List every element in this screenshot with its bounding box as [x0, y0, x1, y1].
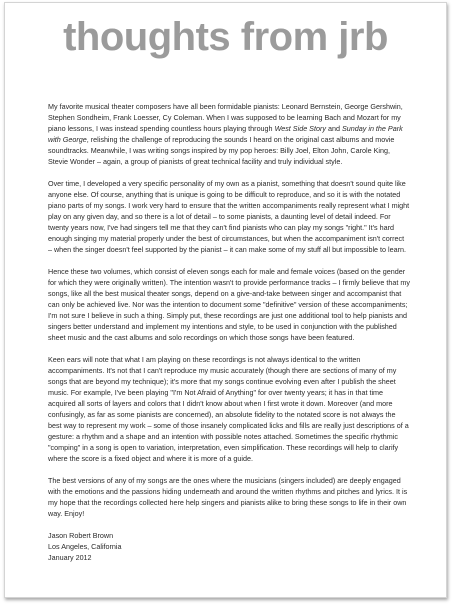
italic-title-text: West Side Story [274, 124, 326, 133]
body-paragraph [48, 475, 410, 519]
paragraph-text: Over time, I developed a very specific personality of my own as a pianist, something that doesn't sound quite like anyone else. Of course, anything that is unique is going to be difficult to reproduce, and so it is with the notated piano parts of my songs. I work very hard to ensure that the written accompaniments really represent what I might play on any given day, and so there is a lot of detail – to some pianists, a daunting level of detail indeed. For twenty years now, I've had singers tell me that they can't find pianists who can play my songs "right." It's hard enough singing my material properly under the best of circumstances, but when the accompaniment isn't correct – when the singer doesn't feel supported by the pianist – it can make some of my stuff all but impossible to learn. [48, 179, 410, 254]
document-page [4, 2, 447, 598]
signature-date: January 2012 [48, 553, 92, 562]
paragraph-text: Hence these two volumes, which consist of eleven songs each for male and female voices (based on the gender for which they were originally written). The intention wasn't to provide performance tracks – I firmly believe that my songs, like all the best musical theater songs, depend on a give-and-take between singer and accompanist that can only be achieved live. Nor was the intention to document some "definitive" version of these accompaniments; I'm not sure I believe in such a thing. Simply put, these recordings are just one additional tool to help pianists and singers better understand and implement my intentions and style, to be used in conjunction with the published sheet music and the cast albums and solo recordings on which those songs have been featured. [48, 267, 410, 342]
page-title: thoughts from jrb [63, 15, 388, 59]
paragraph-text: , relishing the challenge of reproducing the sounds I heard on the original cast albums and movie soundtracks. Meanwhile, I was writing songs inspired by my pop heroes: Billy Joel, Elton John, Carole King, Stevie Wonder – again, a group of pianists of great technical facility and truly individual style. [48, 135, 395, 166]
signature-name: Jason Robert Brown [48, 531, 114, 540]
paragraph-text: My favorite musical theater composers have all been formidable pianists: Leonard Bernstein, George Gershwin, Stephen Sondheim, Frank Loesser, Cy Coleman. When I was supposed to be learning Bach and Mozart for my piano lessons, I was instead spending countless hours playing through [48, 102, 403, 133]
body-paragraph [48, 354, 410, 464]
signature-location: Los Angeles, California [48, 542, 122, 551]
paragraph-text: and [325, 124, 342, 133]
italic-title-text: Sunday in the Park with George [48, 124, 403, 144]
paragraph-text: The best versions of any of my songs are the ones where the musicians (singers included) are deeply engaged with the emotions and the passions hiding underneath and around the written rhythms and pitches and lyrics. It is my hope that the recordings collected here help singers and pianists alike to bring these songs to life in their own way. Enjoy! [48, 476, 408, 518]
body-paragraph [48, 178, 410, 255]
body-paragraph [48, 101, 410, 167]
signature-block [48, 530, 410, 563]
body-paragraph [48, 266, 410, 343]
paragraph-text: Keen ears will note that what I am playing on these recordings is not always identical to the written accompaniments. It's not that I can't reproduce my music accurately (though there are sections of many of my songs that are beyond my technique); it's more that my songs continue evolving even after I publish the sheet music. For example, I've been playing "I'm Not Afraid of Anything" for over twenty years; it has in that time acquired all sorts of layers and colors that I didn't know about when I first wrote it down. Moreover (and more confusingly, as far as some pianists are concerned), an absolute fidelity to the notated score is not always the best way to represent my work – some of those insanely complicated licks and fills are really just descriptions of a gesture: a rhythm and a shape and an intention with possible notes attached. Sometimes the specific rhythmic "comping" in a song is open to variation, interpretation, even simplification. These recordings will help to clarify where the score is a fixed object and where it is more of a guide. [48, 355, 409, 463]
paragraph-list [48, 101, 410, 519]
letter-body [48, 101, 410, 563]
